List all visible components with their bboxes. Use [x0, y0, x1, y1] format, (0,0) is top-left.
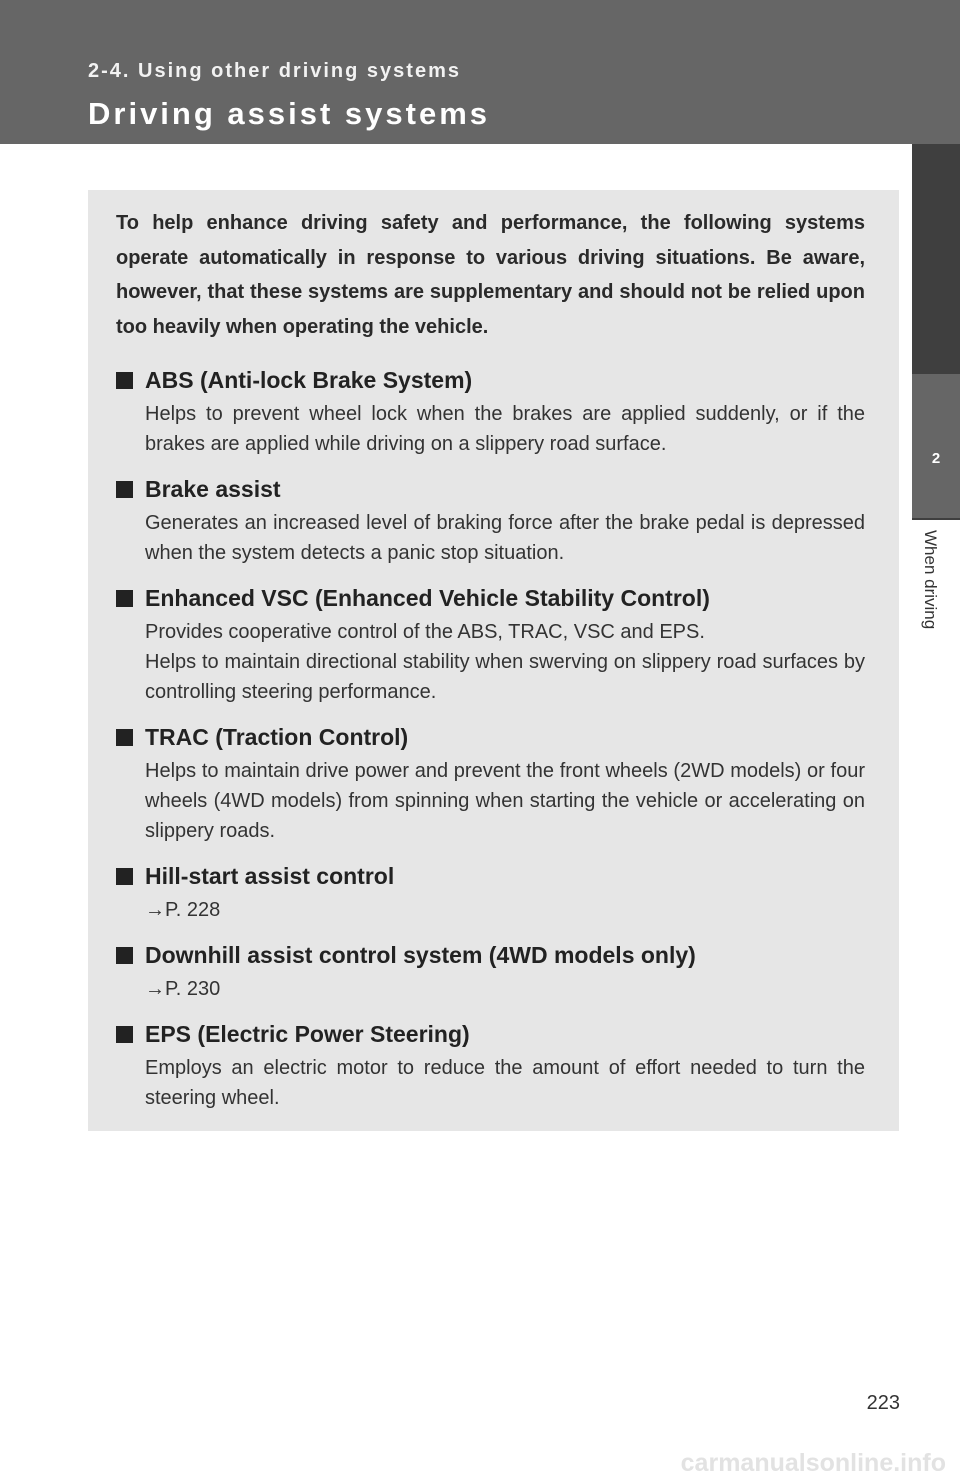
chapter-number: 2 — [931, 450, 941, 467]
item-title: TRAC (Traction Control) — [145, 724, 409, 750]
square-bullet-icon — [116, 481, 133, 498]
item-downhill-assist — [116, 939, 865, 1004]
item-description: Provides cooperative control of the ABS, TRAC, VSC and EPS. — [145, 621, 705, 643]
item-hill-start-assist — [116, 860, 865, 925]
item-description: Generates an increased level of braking force after the brake pedal is depressed when the system detects a panic stop situation. — [145, 512, 865, 564]
item-trac — [116, 721, 865, 846]
side-tab-chapter-marker — [912, 374, 960, 518]
page-title: Driving assist systems — [88, 96, 491, 131]
watermark: carmanualsonline.info — [680, 1449, 946, 1477]
item-title: Downhill assist control system (4WD models only) — [145, 942, 696, 968]
content-box — [88, 190, 899, 1131]
page-reference-link[interactable]: →P. 230 — [145, 978, 221, 1000]
item-description: Helps to maintain directional stability when swerving on slippery road surfaces by controlling steering performance. — [145, 651, 865, 703]
square-bullet-icon — [116, 1026, 133, 1043]
item-description: Helps to prevent wheel lock when the brakes are applied suddenly, or if the brakes are applied while driving on a slippery road surface. — [145, 403, 865, 455]
square-bullet-icon — [116, 372, 133, 389]
chapter-title: When driving — [921, 530, 940, 630]
item-title: Brake assist — [145, 476, 281, 502]
item-eps — [116, 1018, 865, 1113]
section-label: 2-4. Using other driving systems — [88, 60, 461, 82]
item-title: ABS (Anti-lock Brake System) — [145, 367, 473, 393]
square-bullet-icon — [116, 947, 133, 964]
item-title: Hill-start assist control — [145, 863, 395, 889]
page-number: 223 — [866, 1392, 900, 1414]
square-bullet-icon — [116, 729, 133, 746]
item-description: Helps to maintain drive power and prevent the front wheels (2WD models) or four wheels (4WD models) from spinning when starting the vehicle or accelerating on slippery roads. — [145, 760, 865, 842]
item-title: EPS (Electric Power Steering) — [145, 1021, 470, 1047]
item-title: Enhanced VSC (Enhanced Vehicle Stability Control) — [145, 585, 710, 611]
intro-paragraph: To help enhance driving safety and performance, the following systems operate automatically in response to various driving situations. Be aware, however, that these systems are supplementary and should not be relied upon too heavily when operating the vehicle. — [116, 212, 865, 338]
item-brake-assist — [116, 473, 865, 568]
item-enhanced-vsc — [116, 582, 865, 707]
square-bullet-icon — [116, 590, 133, 607]
page-reference-link[interactable]: →P. 228 — [145, 899, 221, 921]
page-header — [0, 0, 960, 144]
item-description: Employs an electric motor to reduce the amount of effort needed to turn the steering wheel. — [145, 1057, 865, 1109]
item-abs — [116, 364, 865, 459]
square-bullet-icon — [116, 868, 133, 885]
